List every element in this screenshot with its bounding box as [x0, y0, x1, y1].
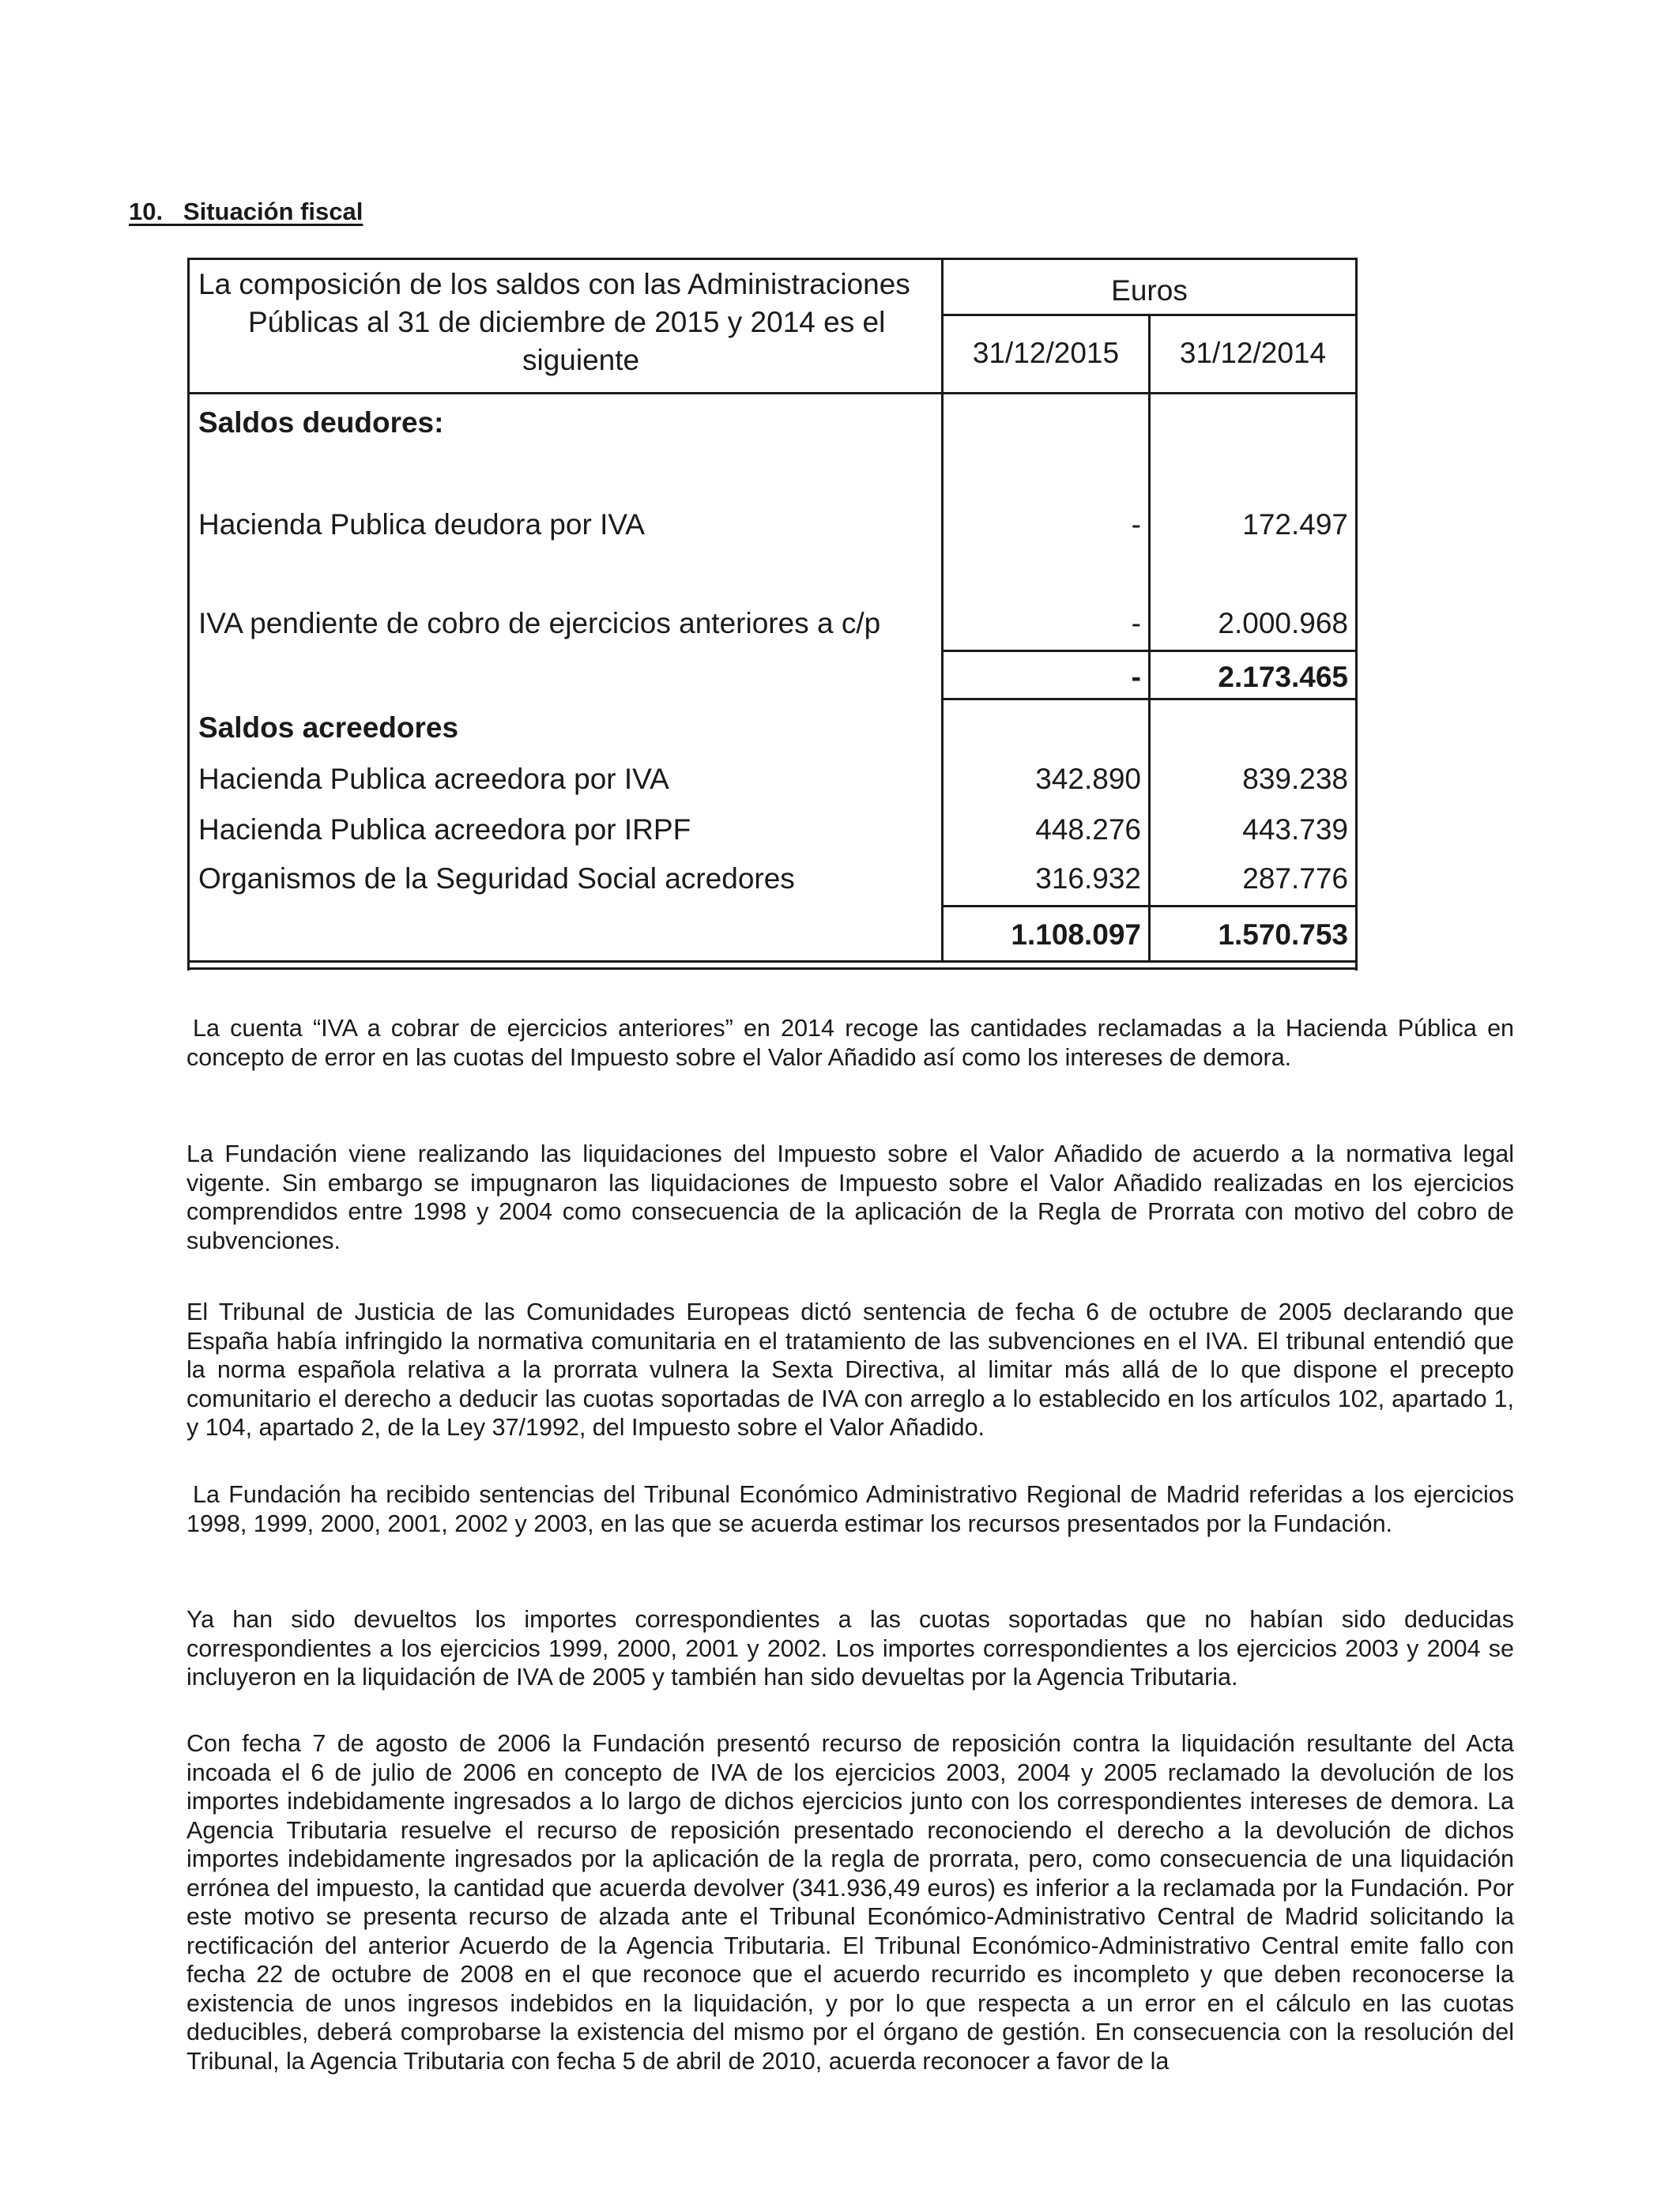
row-value-2014: 443.739	[1242, 813, 1348, 846]
row-value-2014: 2.000.968	[1218, 607, 1348, 639]
acreedores-total-2014: 1.570.753	[1218, 918, 1348, 951]
row-value-2014: 172.497	[1242, 508, 1348, 541]
balances-table	[187, 258, 1358, 971]
row-value-2015: 316.932	[1035, 862, 1141, 895]
paragraph: La cuenta “IVA a cobrar de ejercicios anteriores” en 2014 recoge las cantidades reclamadas a la Hacienda Pública en concepto de error en las cuotas del Impuesto sobre el Valor Añadido así como los intereses de demora.	[186, 1015, 1514, 1071]
paragraph: El Tribunal de Justicia de las Comunidades Europeas dictó sentencia de fecha 6 de octubre de 2005 declarando que España había infringido la normativa comunitaria en el tratamiento de las subvenciones en el IVA. El tribunal entendió que la norma española relativa a la prorrata vulnera la Sexta Directiva, al limitar más allá de lo que dispone el precepto comunitario el derecho a deducir las cuotas soportadas de IVA con arreglo a lo establecido en los artículos 102, apartado 1, y 104, apartado 2, de la Ley 37/1992, del Impuesto sobre el Valor Añadido.	[186, 1299, 1514, 1441]
table-border-top	[187, 258, 1358, 260]
row-value-2015: -	[1131, 607, 1141, 639]
row-value-2015: 342.890	[1035, 763, 1141, 795]
paragraph: La Fundación viene realizando las liquidaciones del Impuesto sobre el Valor Añadido de acuerdo a la normativa legal vigente. Sin embargo se impugnaron las liquidaciones de Impuesto sobre el Valor Añadido realizadas en los ejercicios comprendidos entre 1998 y 2004 como consecuencia de la aplicación de la Regla de Prorrata con motivo del cobro de subvenciones.	[186, 1140, 1514, 1254]
table-description-line1: La composición de los saldos con las Administraciones	[198, 268, 910, 300]
row-value-2014: 839.238	[1242, 763, 1348, 795]
section-title: 10. Situación fiscal	[129, 198, 363, 225]
column-header-2014: 31/12/2014	[1179, 337, 1327, 369]
row-value-2015: 448.276	[1035, 813, 1141, 846]
row-label: Hacienda Publica deudora por IVA	[198, 508, 645, 541]
subtotal-bottom-line	[941, 698, 1358, 700]
table-border-right	[1355, 258, 1358, 971]
currency-header: Euros	[1111, 274, 1188, 307]
deudores-subtotal-2014: 2.173.465	[1218, 661, 1348, 693]
paragraph: La Fundación ha recibido sentencias del Tribunal Económico Administrativo Regional de Madrid referidas a los ejercicios 1998, 1999, 2000, 2001, 2002 y 2003, en las que se acuerda estimar los recursos presentados por la Fundación.	[186, 1481, 1514, 1537]
table-description-line2: Públicas al 31 de diciembre de 2015 y 2014 es el	[248, 306, 886, 338]
paragraph: Con fecha 7 de agosto de 2006 la Fundación presentó recurso de reposición contra la liquidación resultante del Acta incoada el 6 de julio de 2006 en concepto de IVA de los ejercicios 2003, 2004 y 2005 reclamado la devolución de los importes indebidamente ingresados a lo largo de dichos ejercicios junto con los correspondientes intereses de demora. La Agencia Tributaria resuelve el recurso de reposición presentado reconociendo el derecho a la devolución de dichos importes indebidamente ingresados por la aplicación de la regla de prorrata, pero, como consecuencia de una liquidación errónea del impuesto, la cantidad que acuerda devolver (341.936,49 euros) es inferior a la reclamada por la Fundación. Por este motivo se presenta recurso de alzada ante el Tribunal Económico-Administrativo Central de Madrid solicitando la rectificación del anterior Acuerdo de la Agencia Tributaria. El Tribunal Económico-Administrativo Central emite fallo con fecha 22 de octubre de 2008 en el que reconoce que el acuerdo recurrido es incompleto y que deben reconocerse la existencia de unos ingresos indebidos en la liquidación, y por lo que respecta a un error en el cálculo en las cuotas deducibles, deberá comprobarse la existencia del mismo por el órgano de gestión. En consecuencia con la resolución del Tribunal, la Agencia Tributaria con fecha 5 de abril de 2010, acuerda reconocer a favor de la	[186, 1730, 1514, 2075]
acreedores-title: Saldos acreedores	[198, 711, 459, 744]
table-border-bottom	[187, 960, 1358, 963]
row-label: Organismos de la Seguridad Social acredores	[198, 862, 795, 895]
row-label: Hacienda Publica acreedora por IVA	[198, 763, 669, 795]
deudores-title: Saldos deudores:	[198, 406, 444, 439]
column-header-2015: 31/12/2015	[972, 337, 1120, 369]
paragraph: Ya han sido devueltos los importes correspondientes a las cuotas soportadas que no habían sido deducidas correspondientes a los ejercicios 1999, 2000, 2001 y 2002. Los importes correspondientes a los ejercicios 2003 y 2004 se incluyeron en la liquidación de IVA de 2005 y también han sido devueltas por la Agencia Tributaria.	[186, 1606, 1514, 1691]
row-label: Hacienda Publica acreedora por IRPF	[198, 813, 691, 846]
table-border-bottom-double	[187, 967, 1358, 970]
acreedores-total-2015: 1.108.097	[1011, 918, 1141, 951]
table-border-left	[187, 258, 190, 971]
row-value-2014: 287.776	[1242, 862, 1348, 895]
total-top-line	[941, 905, 1358, 907]
deudores-subtotal-2015: -	[1131, 661, 1141, 693]
row-label: IVA pendiente de cobro de ejercicios anteriores a c/p	[198, 607, 881, 639]
row-value-2015: -	[1131, 508, 1141, 541]
subtotal-top-line	[941, 650, 1358, 652]
header-bottom-line	[187, 392, 1358, 394]
table-description-line3: siguiente	[522, 344, 640, 376]
